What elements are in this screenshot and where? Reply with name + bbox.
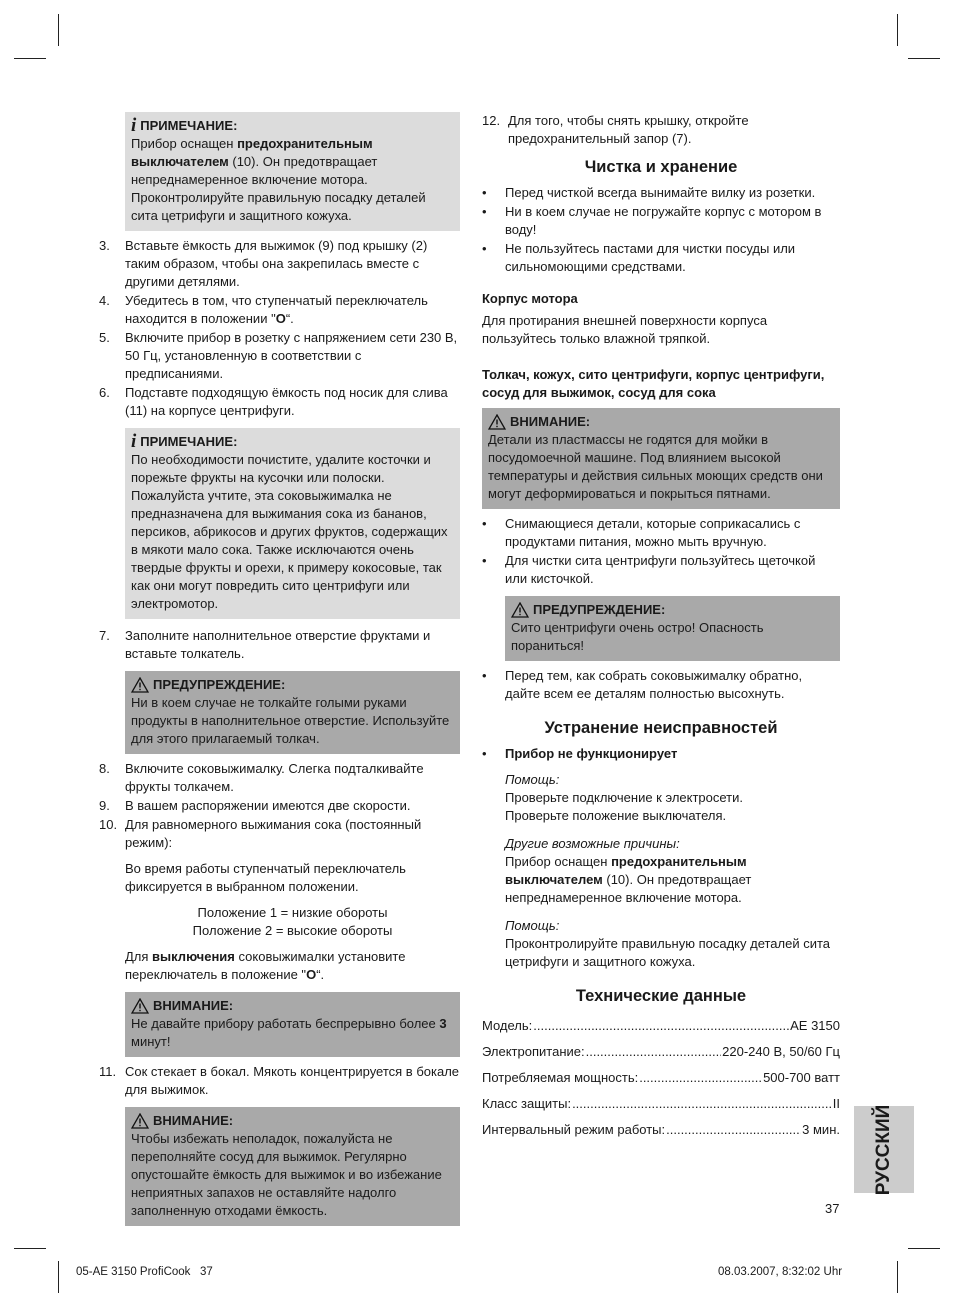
list-item: 12. Для того, чтобы снять крышку, откройте предохранительный запор (7). bbox=[482, 113, 749, 146]
warning-triangle-icon bbox=[511, 602, 529, 618]
spec-row: Модель: ..... AE 3150 bbox=[482, 1017, 840, 1035]
troubleshoot-block: Помощь: Проверьте подключение к электросети. Проверьте положение выключателя. Другие возможные причины: Прибор оснащен предохранительным выключателем (10). Он предотвращает непреднамеренное включение мотора. Помощь: Проконтролируйте правильную посадку деталей сита цетрифуги и защитного кожуха. bbox=[505, 771, 840, 971]
note-text: По необходимости почистите, удалите косточки и порежьте фрукты на кусочки или полоски. Пожалуйста учтите, эта соковыжималка не предназначена для выжимания сока из бананов, персиков, абрикосов и других фруктов, содержащих в мякоти мало сока. Также исключаются очень твердые фрукты и орехи, к примеру кокосовые, так как они могут повредить сито центрифуги или электромотор. bbox=[131, 452, 448, 611]
info-icon: i bbox=[131, 115, 137, 136]
list-item: 3. Вставьте ёмкость для выжимок (9) под крышку (2) таким образом, чтобы она закрепилась вместе с другими детялями. bbox=[99, 238, 428, 289]
attention-text: Чтобы избежать неполадок, пожалуйста не переполняйте сосуд для выжимок. Регулярно опустошайте ёмкость для выжимок и во избежание неприятных запахов не оставляйте надолго заполненную отходами ёмкость. bbox=[131, 1131, 442, 1218]
attention-text: Детали из пластмассы не годятся для мойки в посудомоечной машине. Под влиянием высокой температуры и действия сильных моющих средств они могут деформироваться и покрыться пятнами. bbox=[488, 432, 823, 501]
bullet-list bbox=[482, 515, 840, 588]
help-label: Помощь: bbox=[505, 772, 560, 787]
step-list bbox=[99, 760, 460, 852]
note-text: Прибор оснащен предохранительным выключателем (10). Он предотвращает непреднамеренное включение мотора. Проконтролируйте правильную посадку деталей сита цетрифуги и защитного кожуха. bbox=[131, 136, 426, 223]
crop-mark bbox=[58, 14, 59, 46]
note-box bbox=[125, 112, 460, 231]
crop-mark bbox=[58, 1261, 59, 1293]
attention-title: ВНИМАНИЕ: bbox=[153, 1113, 234, 1128]
warning-text: Сито центрифуги очень остро! Опасность пораниться! bbox=[511, 620, 764, 653]
attention-box bbox=[482, 408, 840, 509]
crop-mark bbox=[897, 14, 898, 46]
spec-table bbox=[482, 1017, 840, 1139]
warning-triangle-icon bbox=[131, 677, 149, 693]
attention-title: ВНИМАНИЕ: bbox=[153, 998, 234, 1013]
attention-box bbox=[125, 1107, 460, 1226]
help-label: Помощь: bbox=[505, 918, 560, 933]
warning-box bbox=[125, 671, 460, 754]
warning-triangle-icon bbox=[131, 1113, 149, 1129]
attention-title: ВНИМАНИЕ: bbox=[510, 414, 591, 429]
crop-mark bbox=[14, 1248, 46, 1249]
list-item: • Перед чисткой всегда вынимайте вилку из розетки. bbox=[482, 185, 816, 200]
warning-title: ПРЕДУПРЕЖДЕНИЕ: bbox=[533, 602, 666, 617]
warning-title: ПРЕДУПРЕЖДЕНИЕ: bbox=[153, 677, 286, 692]
list-item: 5. Включите прибор в розетку с напряжением сети 230 В, 50 Гц, установленную в соответствии с предписаниями. bbox=[99, 330, 458, 381]
paragraph: Для выключения соковыжималки установите переключатель в положение "O“. bbox=[125, 949, 406, 982]
left-column bbox=[99, 112, 460, 1232]
section-heading: Технические данные bbox=[575, 987, 747, 1005]
attention-box bbox=[125, 992, 460, 1057]
subheading: Корпус мотора bbox=[482, 291, 578, 306]
page-number: 37 bbox=[825, 1201, 840, 1216]
section-heading: Устранение неисправностей bbox=[544, 719, 778, 737]
spec-row: Электропитание: ..... 220-240 В, 50/60 Гц bbox=[482, 1043, 840, 1061]
spec-row: Класс защиты: ..... II bbox=[482, 1095, 840, 1113]
language-tab: РУССКИЙ bbox=[854, 1106, 914, 1193]
note-box bbox=[125, 428, 460, 619]
bullet-list bbox=[482, 184, 840, 276]
footer-file-info: 05-AE 3150 ProfiCook 37 bbox=[76, 1266, 213, 1278]
warning-triangle-icon bbox=[131, 998, 149, 1014]
crop-mark bbox=[897, 1261, 898, 1293]
paragraph: Для протирания внешней поверхности корпуса пользуйтесь только влажной тряпкой. bbox=[482, 313, 768, 346]
right-column bbox=[482, 112, 840, 1147]
crop-mark bbox=[908, 1248, 940, 1249]
list-item: 6. Подставте подходящую ёмкость под носик для слива (11) на корпусе центрифуги. bbox=[99, 385, 448, 418]
spec-row: Потребляемая мощность: ..... 500-700 ватт bbox=[482, 1069, 840, 1087]
list-item: 8. Включите соковыжималку. Слегка подталкивайте фрукты толкачем. bbox=[99, 761, 424, 794]
bullet-list bbox=[482, 745, 840, 763]
footer-timestamp: 08.03.2007, 8:32:02 Uhr bbox=[718, 1266, 843, 1278]
warning-triangle-icon bbox=[488, 414, 506, 430]
warning-box bbox=[505, 596, 840, 661]
list-item: • Снимающиеся детали, которые соприкасались с продуктами питания, можно мыть вручную. bbox=[482, 516, 801, 549]
step-list bbox=[99, 237, 460, 420]
speed-positions: Положение 1 = низкие обороты Положение 2 = высокие обороты bbox=[192, 905, 393, 938]
paragraph: Прибор оснащен предохранительным выключателем (10). Он предотвращает непреднамеренное включение мотора. bbox=[505, 854, 752, 905]
causes-label: Другие возможные причины: bbox=[505, 836, 680, 851]
list-item: 7. Заполните наполнительное отверстие фруктами и вставьте толкатель. bbox=[99, 628, 431, 661]
list-item: • Прибор не функционирует bbox=[482, 746, 678, 761]
warning-text: Ни в коем случае не толкайте голыми руками продукты в наполнительное отверстие. Используйте для этого прилагаемый толкач. bbox=[131, 695, 450, 746]
list-item: • Перед тем, как собрать соковыжималку обратно, дайте всем ее деталям полностью высохнуть. bbox=[482, 668, 803, 701]
list-item: 11. Сок стекает в бокал. Мякоть концентрируется в бокале для выжимок. bbox=[99, 1064, 460, 1097]
note-title: ПРИМЕЧАНИЕ: bbox=[140, 434, 238, 449]
spec-row: Интервальный режим работы: ..... 3 мин. bbox=[482, 1121, 840, 1139]
list-item: • Для чистки сита центрифуги пользуйтесь щеточкой или кисточкой. bbox=[482, 553, 816, 586]
subheading: Толкач, кожух, сито центрифуги, корпус центрифуги, сосуд для выжимок, сосуд для сока bbox=[482, 367, 825, 400]
list-item: • Ни в коем случае не погружайте корпус с мотором в воду! bbox=[482, 204, 822, 237]
info-icon: i bbox=[131, 431, 137, 452]
bullet-list bbox=[482, 667, 840, 703]
list-item: 9. В вашем распоряжении имеются две скорости. bbox=[99, 798, 411, 813]
crop-mark bbox=[14, 58, 46, 59]
note-title: ПРИМЕЧАНИЕ: bbox=[140, 118, 238, 133]
attention-text: Не давайте прибору работать беспрерывно более 3 минут! bbox=[131, 1016, 447, 1049]
section-heading: Чистка и хранение bbox=[584, 158, 738, 176]
paragraph: Во время работы ступенчатый переключатель фиксируется в выбранном положении. bbox=[125, 861, 406, 894]
crop-mark bbox=[908, 58, 940, 59]
list-item: • Не пользуйтесь пастами для чистки посуды или сильномоющими средствами. bbox=[482, 241, 796, 274]
list-item: 10. Для равномерного выжимания сока (постоянный режим): bbox=[99, 817, 422, 850]
list-item: 4. Убедитесь в том, что ступенчатый переключатель находится в положении "O“. bbox=[99, 293, 428, 326]
